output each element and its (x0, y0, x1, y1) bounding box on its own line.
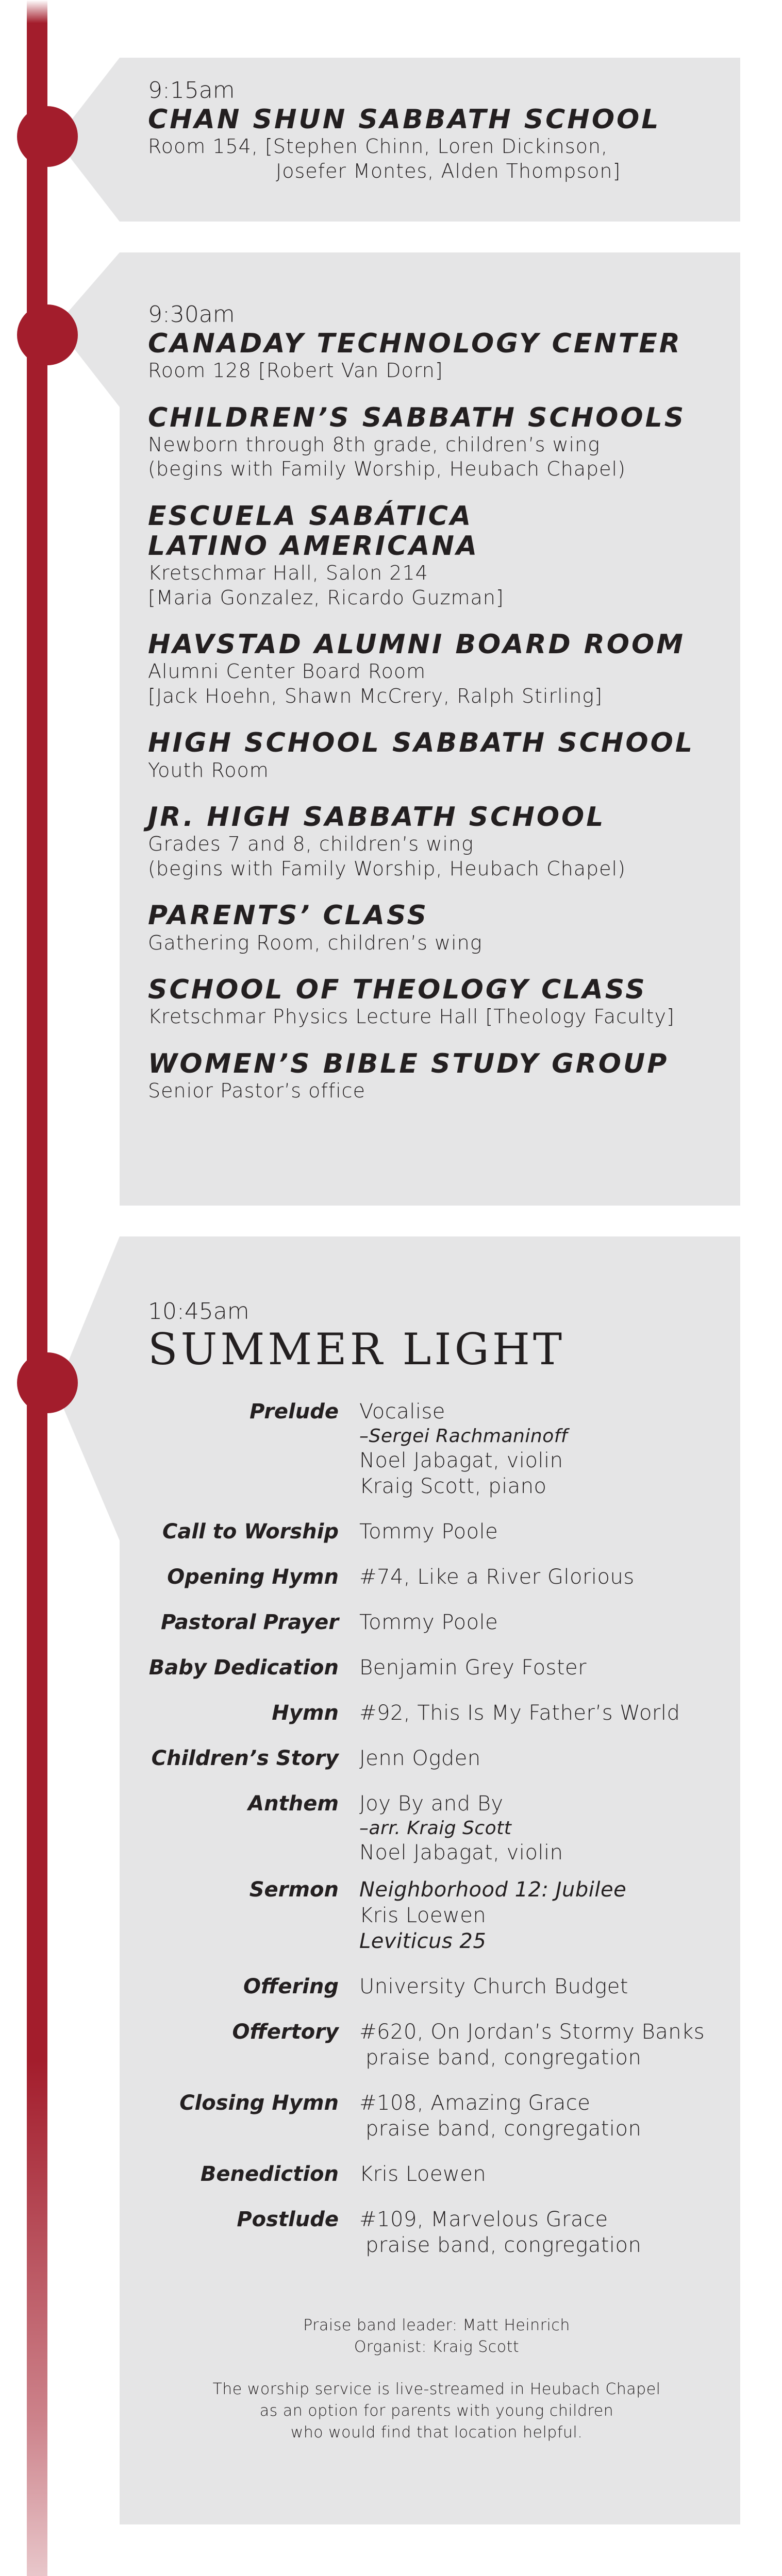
order-label: Hymn (272, 1701, 339, 1725)
order-line: Joy By and By (359, 1792, 504, 1816)
timeline-node-1045 (17, 1352, 78, 1413)
order-label: Offering (243, 1975, 339, 1999)
order-row (148, 1974, 725, 1999)
credit-line: Praise band leader: Matt Heinrich (303, 2316, 570, 2335)
class-title: LATINO AMERICANA (148, 531, 479, 562)
note-line: who would find that location helpful. (290, 2424, 583, 2442)
class-title: ESCUELA SABÁTICA (148, 500, 473, 532)
class-entry (148, 802, 725, 881)
order-line: Vocalise (359, 1400, 445, 1424)
order-line: #74, Like a River Glorious (359, 1565, 635, 1589)
order-value (359, 1564, 725, 1590)
order-value (359, 2161, 725, 2187)
class-detail: Kretschmar Hall, Salon 214 (148, 562, 428, 585)
class-detail: Senior Pastor’s office (148, 1079, 365, 1103)
order-row (148, 2207, 725, 2258)
order-value (359, 2090, 725, 2142)
class-entry (148, 901, 725, 955)
class-title: HAVSTAD ALUMNI BOARD ROOM (148, 629, 685, 660)
order-row (148, 1745, 725, 1771)
order-value (359, 1791, 725, 1866)
order-line: #109, Marvelous Grace (359, 2208, 608, 2232)
order-line: University Church Budget (359, 1975, 628, 1999)
session-time: 9:30am (148, 301, 235, 328)
order-line: Neighborhood 12: Jubilee (359, 1878, 627, 1902)
class-detail: (begins with Family Worship, Heubach Chapel) (148, 457, 626, 481)
order-line: Kris Loewen (359, 1904, 487, 1928)
order-value (359, 1609, 725, 1635)
note-line: as an option for parents with young children (259, 2402, 614, 2420)
order-of-service (148, 1399, 725, 2258)
class-detail: Room 128 [Robert Van Dorn] (148, 359, 443, 382)
session-time: 10:45am (148, 1298, 249, 1325)
class-entry (148, 1049, 725, 1104)
order-row (148, 1877, 725, 1954)
order-row (148, 2019, 725, 2071)
session-mid (148, 301, 725, 1123)
session-early (148, 77, 725, 183)
order-line: –Sergei Rachmaninoff (359, 1426, 568, 1447)
order-line: #92, This Is My Father’s World (359, 1701, 680, 1725)
session-time: 9:15am (148, 77, 235, 104)
order-line: #108, Amazing Grace (359, 2091, 591, 2115)
order-value (359, 2207, 725, 2258)
timeline-node-930 (17, 304, 78, 365)
order-value (359, 1399, 725, 1499)
class-detail: Newborn through 8th grade, children’s wing (148, 433, 600, 456)
order-line: Noel Jabagat, violin (359, 1841, 563, 1865)
class-entry (148, 501, 725, 610)
order-value (359, 1877, 725, 1954)
livestream-note (148, 2379, 725, 2444)
class-title: JR. HIGH SABBATH SCHOOL (148, 802, 606, 833)
session-detail: Room 154, [Stephen Chinn, Loren Dickinson, (148, 135, 608, 158)
class-detail: Grades 7 and 8, children’s wing (148, 833, 474, 856)
class-detail: Youth Room (148, 758, 269, 782)
order-line: Leviticus 25 (359, 1929, 487, 1954)
class-entry (148, 975, 725, 1029)
note-line: The worship service is live-streamed in Heubach Chapel (212, 2380, 661, 2399)
timeline-node-915 (17, 106, 78, 167)
order-label: Children’s Story (151, 1747, 339, 1771)
order-value (359, 1974, 725, 1999)
credits (148, 2315, 725, 2358)
class-entry (148, 329, 725, 383)
order-line: Tommy Poole (359, 1611, 498, 1635)
order-value (359, 1745, 725, 1771)
class-title: HIGH SCHOOL SABBATH SCHOOL (148, 727, 694, 759)
order-row (148, 2090, 725, 2142)
class-title: SCHOOL OF THEOLOGY CLASS (148, 974, 647, 1006)
order-row (148, 1791, 725, 1866)
order-line: Jenn Ogden (359, 1747, 481, 1771)
class-detail: Kretschmar Physics Lecture Hall [Theology Faculty] (148, 1005, 675, 1028)
order-label: Prelude (249, 1400, 339, 1424)
service-title: SUMMER LIGHT (148, 1324, 565, 1375)
order-label: Opening Hymn (167, 1565, 339, 1589)
order-line: Tommy Poole (359, 1520, 498, 1544)
class-entry (148, 630, 725, 708)
order-label: Offertory (232, 2020, 339, 2044)
order-label: Sermon (249, 1878, 339, 1902)
session-title: CHAN SHUN SABBATH SCHOOL (148, 104, 661, 135)
order-label: Benediction (200, 2162, 339, 2187)
order-value (359, 2019, 725, 2071)
class-title: CHILDREN’S SABBATH SCHOOLS (148, 402, 686, 433)
class-entry (148, 403, 725, 482)
order-line: Benjamin Grey Foster (359, 1656, 587, 1680)
order-row (148, 1519, 725, 1545)
credit-line: Organist: Kraig Scott (354, 2338, 520, 2357)
order-label: Baby Dedication (148, 1656, 339, 1680)
order-line: #620, On Jordan’s Stormy Banks (359, 2020, 705, 2044)
class-detail: Alumni Center Board Room (148, 660, 426, 683)
order-line: Kris Loewen (359, 2162, 487, 2187)
class-detail: [Maria Gonzalez, Ricardo Guzman] (148, 586, 504, 609)
class-detail: (begins with Family Worship, Heubach Chapel) (148, 857, 626, 880)
order-line: praise band, congregation (365, 2233, 642, 2258)
class-detail: [Jack Hoehn, Shawn McCrery, Ralph Stirling] (148, 684, 603, 707)
order-value (359, 1700, 725, 1726)
order-row (148, 1399, 725, 1499)
class-detail: Gathering Room, children’s wing (148, 931, 482, 954)
order-label: Closing Hymn (179, 2091, 339, 2115)
order-row (148, 1655, 725, 1681)
order-label: Postlude (237, 2208, 339, 2232)
order-line: –arr. Kraig Scott (359, 1818, 512, 1839)
order-label: Anthem (248, 1792, 339, 1816)
class-title: CANADAY TECHNOLOGY CENTER (148, 328, 682, 359)
order-row (148, 1609, 725, 1635)
order-value (359, 1519, 725, 1545)
order-line: praise band, congregation (365, 2117, 642, 2141)
session-worship (148, 1298, 725, 2444)
session-detail: Josefer Montes, Alden Thompson] (276, 159, 621, 182)
order-line: praise band, congregation (365, 2046, 642, 2070)
order-row (148, 1564, 725, 1590)
order-row (148, 1700, 725, 1726)
order-line: Kraig Scott, piano (359, 1475, 547, 1499)
order-label: Call to Worship (162, 1520, 339, 1544)
order-value (359, 1655, 725, 1681)
class-title: PARENTS’ CLASS (148, 900, 429, 931)
order-row (148, 2161, 725, 2187)
order-label: Pastoral Prayer (160, 1611, 339, 1635)
class-entry (148, 728, 725, 783)
class-title: WOMEN’S BIBLE STUDY GROUP (148, 1048, 669, 1079)
order-line: Noel Jabagat, violin (359, 1449, 563, 1473)
